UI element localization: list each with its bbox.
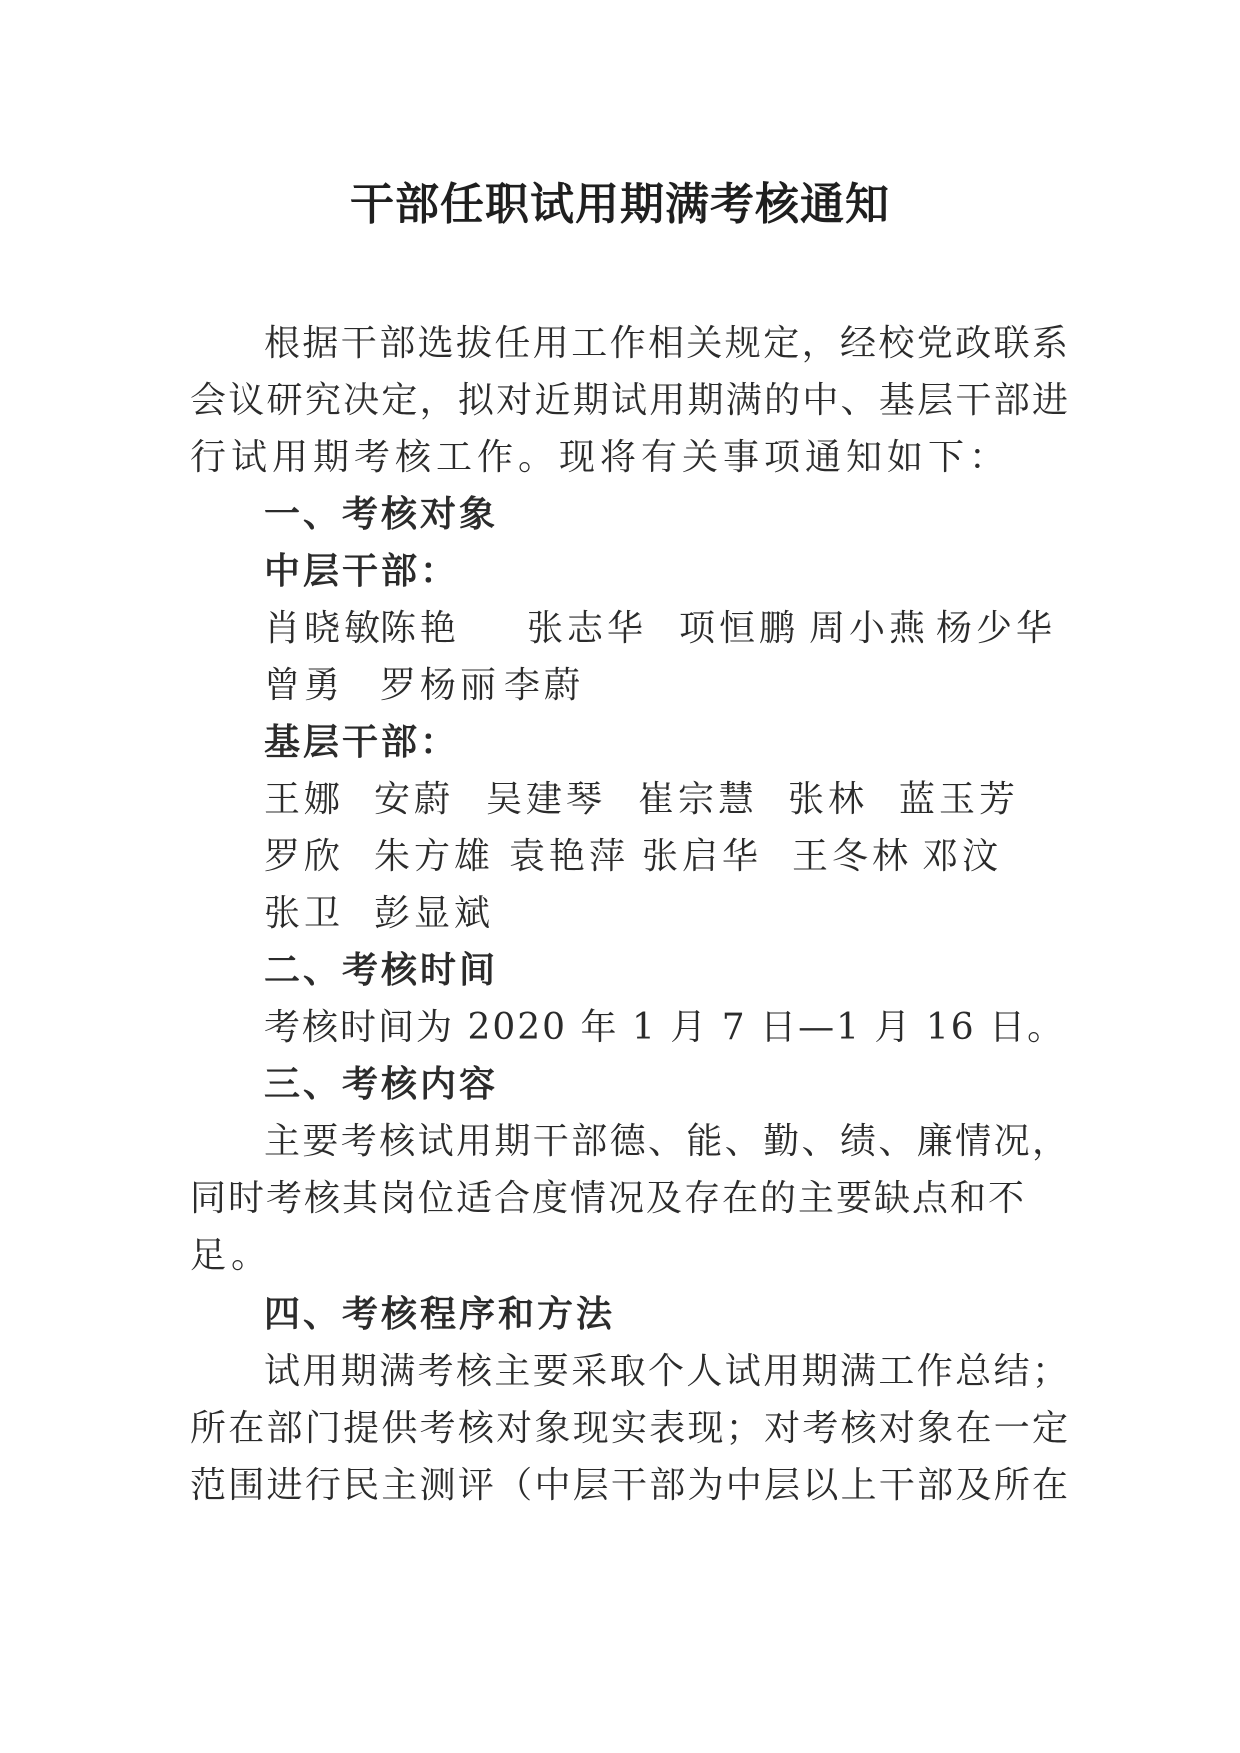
name-item: 张林 [788,779,869,820]
name-item: 陈艳 [380,608,461,649]
name-item: 张志华 [527,608,648,649]
middle-cadre-label: 中层干部： [264,551,460,592]
name-item: 周小燕 [809,608,930,649]
name-item: 安蔚 [374,779,455,820]
section3-line-2: 同时考核其岗位适合度情况及存在的主要缺点和不 [190,1178,1027,1219]
name-item: 罗欣 [264,836,345,877]
section2-text: 考核时间为 2020 年 1 月 7 日—1 月 16 日。 [264,1007,1066,1048]
name-item: 曾勇 [264,665,345,706]
name-item: 肖晓敏 [264,608,385,649]
name-item: 邓汶 [922,836,1003,877]
name-item: 李蔚 [504,665,585,706]
intro-line-3: 行试用期考核工作。现将有关事项通知如下： [190,437,1011,478]
section1-heading: 一、考核对象 [264,494,499,535]
name-item: 王冬林 [792,836,913,877]
document-title: 干部任职试用期满考核通知 [350,179,890,230]
section2-heading: 二、考核时间 [264,950,499,991]
name-item: 蓝玉芳 [899,779,1020,820]
name-item: 朱方雄 [374,836,495,877]
section4-line-3: 范围进行民主测评（中层干部为中层以上干部及所在 [190,1465,1070,1506]
section3-heading: 三、考核内容 [264,1064,499,1105]
name-item: 王娜 [264,779,345,820]
section4-heading: 四、考核程序和方法 [264,1294,616,1335]
name-item: 吴建琴 [486,779,607,820]
basic-cadre-label: 基层干部： [264,722,460,763]
section4-line-1: 试用期满考核主要采取个人试用期满工作总结； [264,1351,1070,1392]
section3-line-3: 足。 [190,1235,273,1276]
section4-line-2: 所在部门提供考核对象现实表现；对考核对象在一定 [190,1408,1070,1449]
section3-line-1: 主要考核试用期干部德、能、勤、绩、廉情况， [264,1121,1070,1162]
name-item: 项恒鹏 [679,608,800,649]
name-item: 杨少华 [936,608,1057,649]
name-item: 彭显斌 [374,893,495,934]
intro-line-1: 根据干部选拔任用工作相关规定，经校党政联系 [264,323,1070,364]
name-item: 袁艳萍 [509,836,630,877]
name-item: 张卫 [264,893,345,934]
name-item: 罗杨丽 [380,665,501,706]
name-item: 崔宗慧 [638,779,759,820]
name-item: 张启华 [642,836,763,877]
intro-line-2: 会议研究决定，拟对近期试用期满的中、基层干部进 [190,380,1070,421]
